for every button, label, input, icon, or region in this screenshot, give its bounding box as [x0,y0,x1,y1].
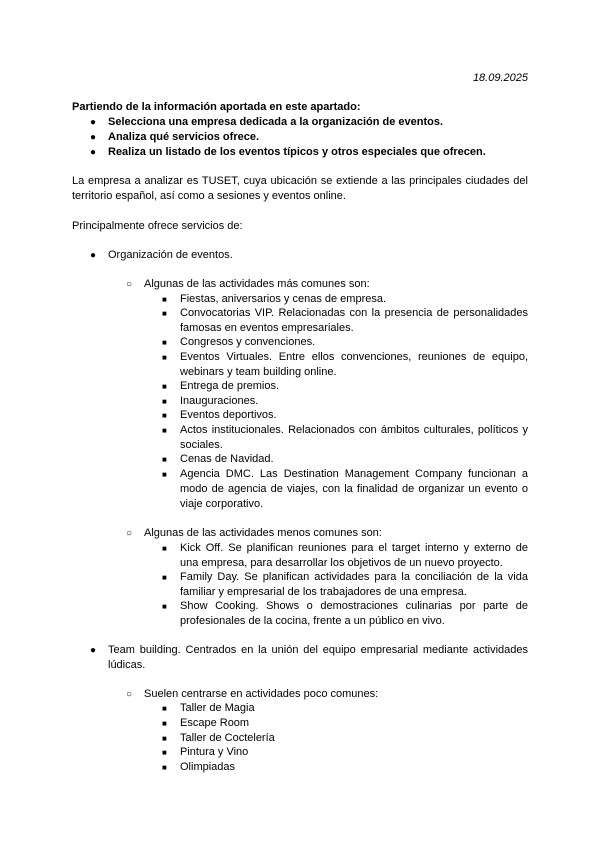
square-bullet-icon: ■ [162,411,167,420]
bullet-icon: ● [90,117,97,128]
square-bullet-icon: ■ [162,426,167,435]
square-bullet-icon: ■ [162,602,167,611]
square-bullet-icon: ■ [162,455,167,464]
square-bullet-icon: ■ [162,353,167,362]
square-bullet-icon: ■ [162,573,167,582]
activity-item: Cenas de Navidad. [180,453,274,465]
paragraph-services-intro: Principalmente ofrece servicios de: [72,220,243,232]
activity-group-label: Suelen centrarse en actividades poco comunes: [144,688,379,700]
activity-item: Taller de Coctelería [180,732,275,744]
task-item: Realiza un listado de los eventos típicos y otros especiales que ofrecen. [108,146,486,158]
activity-item: Family Day. Se planifican actividades para la conciliación de la vida familiar y empresarial de los trabajadores de una empresa. [180,571,528,598]
square-bullet-icon: ■ [162,704,167,713]
activity-group-label: Algunas de las actividades menos comunes son: [144,527,382,539]
activity-item: Fiestas, aniversarios y cenas de empresa. [180,293,387,305]
intro-heading: Partiendo de la información aportada en este apartado: [72,101,361,113]
square-bullet-icon: ■ [162,470,167,479]
circle-bullet-icon: ○ [126,528,133,539]
square-bullet-icon: ■ [162,397,167,406]
activity-item: Eventos deportivos. [180,409,277,421]
square-bullet-icon: ■ [162,544,167,553]
activity-item: Taller de Magia [180,702,255,714]
activity-item: Show Cooking. Shows o demostraciones culinarias por parte de profesionales de la cocina, frente a un público en vivo. [180,600,528,627]
bullet-icon: ● [90,250,97,261]
activity-item: Congresos y convenciones. [180,336,316,348]
activity-item: Pintura y Vino [180,746,249,758]
task-item: Analiza qué servicios ofrece. [108,131,260,143]
square-bullet-icon: ■ [162,382,167,391]
activity-item: Escape Room [180,717,250,729]
activity-item: Olimpiadas [180,761,236,773]
activity-item: Actos institucionales. Relacionados con ámbitos culturales, políticos y sociales. [180,424,528,451]
bullet-icon: ● [90,645,97,656]
square-bullet-icon: ■ [162,309,167,318]
activity-item: Kick Off. Se planifican reuniones para el target interno y externo de una empresa, para desarrollar los objetivos de un nuevo proyecto. [180,542,528,569]
service-item: Organización de eventos. [108,249,233,261]
bullet-icon: ● [90,147,97,158]
activity-item: Agencia DMC. Las Destination Management Company funcionan a modo de agencia de viajes, con la finalidad de organizar un evento o viaje corporativo. [180,468,528,510]
square-bullet-icon: ■ [162,748,167,757]
circle-bullet-icon: ○ [126,689,133,700]
activity-group-label: Algunas de las actividades más comunes son: [144,278,370,290]
square-bullet-icon: ■ [162,338,167,347]
task-item: Selecciona una empresa dedicada a la organización de eventos. [108,116,444,128]
service-item: Team building. Centrados en la unión del equipo empresarial mediante actividades lúdicas. [108,644,528,671]
activity-item: Eventos Virtuales. Entre ellos convenciones, reuniones de equipo, webinars y team building online. [180,351,528,378]
bullet-icon: ● [90,132,97,143]
activity-item: Inauguraciones. [180,395,259,407]
document-date: 18.09.2025 [472,72,528,84]
square-bullet-icon: ■ [162,295,167,304]
circle-bullet-icon: ○ [126,279,133,290]
activity-item: Entrega de premios. [180,380,280,392]
square-bullet-icon: ■ [162,763,167,772]
paragraph-company: La empresa a analizar es TUSET, cuya ubicación se extiende a las principales ciudades del territorio español, así como a sesiones y eventos online. [72,175,528,202]
activity-item: Convocatorias VIP. Relacionadas con la presencia de personalidades famosas en eventos empresariales. [180,307,528,334]
square-bullet-icon: ■ [162,734,167,743]
square-bullet-icon: ■ [162,719,167,728]
